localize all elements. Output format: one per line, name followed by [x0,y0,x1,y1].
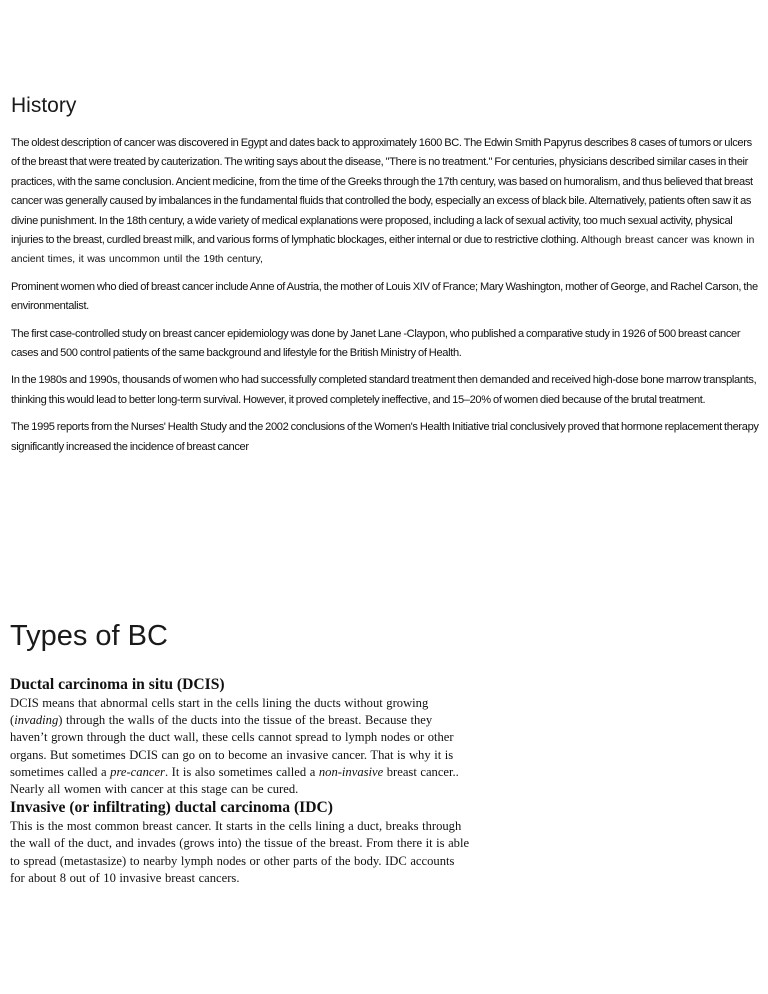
history-paragraph: The oldest description of cancer was discovered in Egypt and dates back to approximately 1600 BC. The Edwin Smith Papyrus describes 8 cases of tumors or ulcers of the breast that were treated by cauterization. The writing says about the disease, "There is no treatment." For centuries, physicians described similar cases in their practices, with the same conclusion. Ancient medicine, from the time of the Greeks through the 17th century, was based on humoralism, and thus believed that breast cancer was generally caused by imbalances in the fundamental fluids that controlled the body, especially an excess of black bile. Alternatively, patients often saw it as divine punishment. In the 18th century, a wide variety of medical explanations were proposed, including a lack of sexual activity, too much sexual activity, physical injuries to the breast, curdled breast milk, and various forms of lymphatic blockages, either internal or due to restrictive clothing. Although breast cancer was known in ancient times, it was uncommon until the 19th century, [11,137,755,266]
dcis-line: DCIS means that abnormal cells start in the cells lining the ducts without growing [10,696,429,710]
dcis-line: haven’t grown through the duct wall, these cells cannot spread to lymph nodes or other [10,730,454,745]
dcis-block [10,675,570,798]
idc-line: the wall of the duct, and invades (grows into) the tissue of the breast. From there it is able [10,836,470,851]
history-paragraph: Prominent women who died of breast cancer include Anne of Austria, the mother of Louis XIV of France; Mary Washington, mother of George, and Rachel Carson, the environmentalist. [11,280,758,313]
idc-line: for about 8 out of 10 invasive breast cancers. [10,870,240,885]
idc-line: to spread (metastasize) to nearby lymph nodes or other parts of the body. IDC accounts [10,853,455,868]
dcis-line: organs. But sometimes DCIS can go on to become an invasive cancer. That is why it is [10,747,454,762]
idc-title: Invasive (or infiltrating) ductal carcinoma (IDC) [10,799,333,817]
idc-line: This is the most common breast cancer. It starts in the cells lining a duct, breaks through [10,819,462,834]
history-paragraph-tail: Although breast cancer was known in ancient times, it was uncommon until the 19th century, [11,235,755,266]
history-heading: History [11,94,77,117]
types-heading: Types of BC [10,620,168,652]
history-paragraph: In the 1980s and 1990s, thousands of women who had successfully completed standard treatment then demanded and received high-dose bone marrow transplants, thinking this would lead to better long-term survival. However, it proved completely ineffective, and 15–20% of women died because of the brutal treatment. [11,374,757,406]
idc-block [10,798,570,887]
dcis-line: (invading) through the walls of the ducts into the tissue of the breast. Because they [10,713,433,728]
history-section [11,134,761,465]
types-section [10,675,570,887]
history-paragraph: The first case-controlled study on breast cancer epidemiology was done by Janet Lane -Claypon, who published a comparative study in 1926 of 500 breast cancer cases and 500 control patients of the same background and lifestyle for the British Ministry of Health. [11,327,741,360]
dcis-title: Ductal carcinoma in situ (DCIS) [10,676,225,693]
dcis-line: Nearly all women with cancer at this stage can be cured. [10,782,299,797]
dcis-line: sometimes called a pre-cancer. It is also sometimes called a non-invasive breast cancer.. [10,764,459,779]
history-paragraph: The 1995 reports from the Nurses' Health Study and the 2002 conclusions of the Women's Health Initiative trial conclusively proved that hormone replacement therapy significantly increased the incidence of breast cancer [11,421,759,453]
